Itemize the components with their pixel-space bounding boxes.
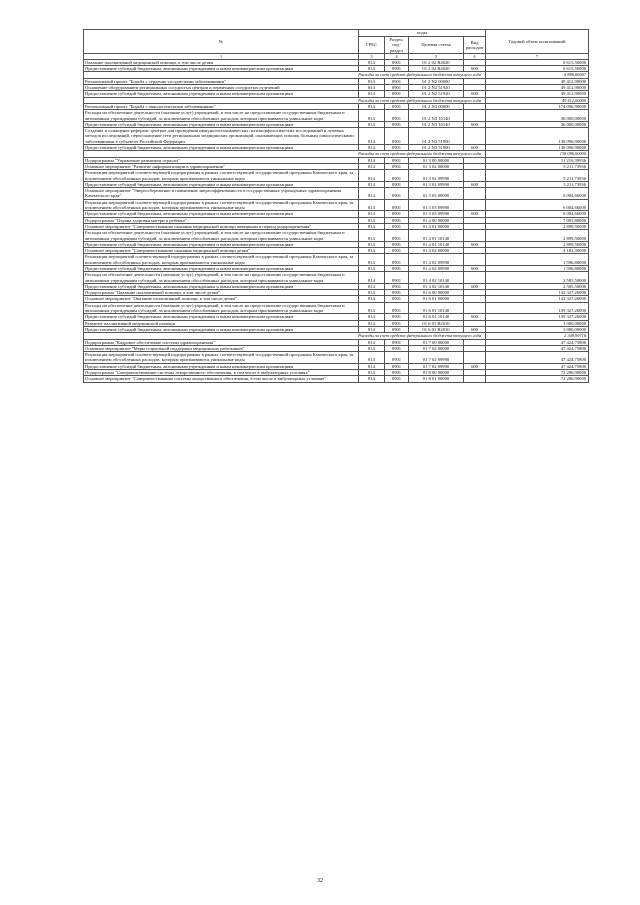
section-code: 0901 [385, 283, 409, 289]
expense-type: 600 [464, 145, 486, 151]
expense-type: 600 [464, 283, 486, 289]
item-name: Предоставление субсидий бюджетным, автономным учреждениям и иным некоммерческим организациям [84, 91, 359, 97]
section-code: 0901 [385, 376, 409, 382]
section-code: 0901 [385, 157, 409, 163]
table-row [84, 302, 589, 314]
item-name: Реализация мероприятий соответствующей подпрограммы в рамках соответствующей государственной программы Камчатского края, за исключением обособленных расходов, которым присваиваются уникальные коды [84, 170, 359, 182]
expense-type: 600 [464, 265, 486, 271]
grbs-code: 814 [359, 85, 385, 91]
header-target: Целевая статья [409, 37, 464, 54]
expense-type: 600 [464, 211, 486, 217]
item-name: Основное мероприятие "Меры социальной поддержки медицинских работников" [84, 345, 359, 351]
grbs-code: 814 [359, 326, 385, 332]
section-code: 0901 [385, 170, 409, 182]
grbs-code: 814 [359, 265, 385, 271]
header-grbs: ГРБС [359, 37, 385, 54]
note-amount: 138 096,00000 [486, 151, 589, 157]
grbs-code: 814 [359, 248, 385, 254]
amount: 2 585,50000 [486, 283, 589, 289]
grbs-code: 814 [359, 91, 385, 97]
target-code: 01 4 00 00000 [409, 217, 464, 223]
section-code: 0901 [385, 363, 409, 369]
grbs-code: 814 [359, 103, 385, 109]
amount: 2 585,50000 [486, 272, 589, 284]
amount: 47 424,75800 [486, 363, 589, 369]
table-row [84, 199, 589, 211]
item-name: Основное мероприятие "Оказание паллиативной помощи, в том числе детям" [84, 296, 359, 302]
amount: 142 327,26000 [486, 290, 589, 296]
section-code: 0901 [385, 370, 409, 376]
section-code: 0901 [385, 352, 409, 364]
target-code: 01 3 02 09990 [409, 181, 464, 187]
table-row [84, 230, 589, 242]
table-row [84, 128, 589, 145]
amount: 5 211,73936 [486, 181, 589, 187]
grbs-code: 814 [359, 254, 385, 266]
section-code: 0901 [385, 85, 409, 91]
grbs-code: 814 [359, 290, 385, 296]
amount: 11 216,39936 [486, 157, 589, 163]
section-code: 0901 [385, 66, 409, 72]
table-row [84, 110, 589, 122]
expense-type: 600 [464, 326, 486, 332]
target-code: 01 3 03 09990 [409, 211, 464, 217]
section-code: 0901 [385, 296, 409, 302]
item-name: Предоставление субсидий бюджетным, автономным учреждениям и иным некоммерческим организациям [84, 314, 359, 320]
section-code: 0901 [385, 78, 409, 84]
header-index: 3 [359, 53, 385, 59]
expense-type: 600 [464, 181, 486, 187]
target-code: 01 2 N2 51920 [409, 91, 464, 97]
expense-type [464, 254, 486, 266]
amount: 6 615,50000 [486, 66, 589, 72]
section-code: 0901 [385, 290, 409, 296]
item-name: Расходы на обеспечение деятельности (оказание услуг) учреждений, в том числе на предоставление государственным бюджетным и автономным учреждениям субсидий, за исключением обособленных расходов, которым присваиваются уникальные коды [84, 302, 359, 314]
item-name: Предоставление субсидий бюджетным, автономным учреждениям и иным некоммерческим организациям [84, 363, 359, 369]
grbs-code: 814 [359, 217, 385, 223]
item-name: Предоставление субсидий бюджетным, автономным учреждениям и иным некоммерческим организациям [84, 326, 359, 332]
target-code: 01 4 01 10140 [409, 230, 464, 242]
amount: 3 000,00000 [486, 320, 589, 326]
table-row [84, 376, 589, 382]
amount: 5 211,73936 [486, 163, 589, 169]
item-name: Развитие паллиативной медицинской помощи [84, 320, 359, 326]
section-code: 0901 [385, 223, 409, 229]
expense-type: 600 [464, 66, 486, 72]
amount: 6 004,66000 [486, 188, 589, 200]
amount: 49 412,90000 [486, 78, 589, 84]
item-name: Оснащение оборудованием региональных сосудистых центров и первичных сосудистых отделений [84, 85, 359, 91]
grbs-code: 814 [359, 302, 385, 314]
grbs-code: 814 [359, 241, 385, 247]
target-code: 01 3 03 00000 [409, 188, 464, 200]
grbs-code: 814 [359, 230, 385, 242]
amount: 47 424,75800 [486, 339, 589, 345]
grbs-code: 814 [359, 223, 385, 229]
page-number: 32 [317, 878, 323, 884]
target-code: 01 2 N2 00000 [409, 78, 464, 84]
expense-type [464, 110, 486, 122]
amount: 2 899,50000 [486, 223, 589, 229]
item-name: Основное мероприятие "Развитие информатизации в здравоохранении" [84, 163, 359, 169]
target-code: 01 4 02 09990 [409, 265, 464, 271]
amount: 72 286,90000 [486, 370, 589, 376]
table-row [84, 188, 589, 200]
target-code: 01 3 03 09990 [409, 199, 464, 211]
amount: 2 899,50000 [486, 241, 589, 247]
grbs-code: 814 [359, 199, 385, 211]
grbs-code: 814 [359, 272, 385, 284]
item-name: Предоставление субсидий бюджетным, автономным учреждениям и иным некоммерческим организациям [84, 211, 359, 217]
item-name: Основное мероприятие "Совершенствование системы лекарственного обеспечения, в том числе в амбулаторных условиях" [84, 376, 359, 382]
amount: 139 327,26000 [486, 314, 589, 320]
item-name: Расходы на обеспечение деятельности (оказание услуг) учреждений, в том числе на предоставление государственным бюджетным и автономным учреждениям субсидий, за исключением обособленных расходов, которым присваиваются уникальные коды [84, 272, 359, 284]
amount: 138 096,90000 [486, 128, 589, 145]
header-index: 7 [486, 53, 589, 59]
item-name: Создание и оснащение референс-центров для проведения иммуногистохимических, патоморфологических исследований и лучевых методов исследований, переоснащение сети региональных медицинских организаций, оказывающих помощь больным онкологическими заболеваниями в субъектах Российской Федерации [84, 128, 359, 145]
target-code: 01 2 N3 51900 [409, 145, 464, 151]
amount: 36 000,00000 [486, 121, 589, 127]
section-code: 0901 [385, 91, 409, 97]
grbs-code: 814 [359, 211, 385, 217]
item-name: Основное мероприятие "Энергосбережение и повышение энергоэффективности в государственных учреждениях здравоохранения Камчатского края" [84, 188, 359, 200]
grbs-code: 814 [359, 376, 385, 382]
item-name: Оказание паллиативной медицинской помощи, в том числе детям [84, 59, 359, 65]
target-code: 01 2 02 R4020 [409, 59, 464, 65]
grbs-code: 814 [359, 110, 385, 122]
amount: 4 182,30000 [486, 248, 589, 254]
amount: 47 424,75800 [486, 352, 589, 364]
grbs-code: 814 [359, 78, 385, 84]
target-code: 01 2 02 R4020 [409, 66, 464, 72]
grbs-code: 814 [359, 296, 385, 302]
target-code: 01 8 00 00000 [409, 370, 464, 376]
amount: 36 000,00000 [486, 110, 589, 122]
item-name: Реализация мероприятий соответствующей подпрограммы в рамках соответствующей государственной программы Камчатского края, за исключением обособленных расходов, которым присваиваются уникальные коды [84, 352, 359, 364]
target-code: 01 2 N3 00000 [409, 103, 464, 109]
grbs-code: 814 [359, 370, 385, 376]
table-body [84, 59, 589, 382]
target-code: 01 2 N2 51920 [409, 85, 464, 91]
target-code: 01 6 01 10140 [409, 314, 464, 320]
item-name: Расходы на обеспечение деятельности (оказание услуг) учреждений, в том числе на предоставление государственным бюджетным и автономным учреждениям субсидий, за исключением обособленных расходов, которым присваиваются уникальные коды [84, 230, 359, 242]
amount: 5 211,73936 [486, 170, 589, 182]
section-code: 0901 [385, 326, 409, 332]
grbs-code: 814 [359, 283, 385, 289]
expense-type: 600 [464, 314, 486, 320]
target-code: 01 2 N3 10140 [409, 121, 464, 127]
item-name: Подпрограмма "Управление развитием отрасли" [84, 157, 359, 163]
target-code: 01 4 02 00000 [409, 248, 464, 254]
section-code: 0901 [385, 211, 409, 217]
item-name: Предоставление субсидий бюджетным, автономным учреждениям и иным некоммерческим организациям [84, 265, 359, 271]
section-code: 0901 [385, 265, 409, 271]
expense-type [464, 199, 486, 211]
amount: 72 286,90000 [486, 376, 589, 382]
amount: 6 004,66000 [486, 199, 589, 211]
note-amount: 5 886,06007 [486, 72, 589, 78]
note-text: Расходы за счет средств федерального бюджета текущего года [84, 97, 486, 103]
item-name: Региональный проект "Борьба с сердечно-сосудистыми заболеваниями" [84, 78, 359, 84]
section-code: 0901 [385, 314, 409, 320]
amount: 174 096,90000 [486, 103, 589, 109]
target-code: 01 6 00 00000 [409, 290, 464, 296]
section-code: 0901 [385, 272, 409, 284]
amount: 6 004,66000 [486, 211, 589, 217]
note-text: Расходы за счет средств федерального бюджета текущего года [84, 333, 486, 339]
item-name: Предоставление субсидий бюджетным, автономным учреждениям и иным некоммерческим организациям [84, 121, 359, 127]
grbs-code: 814 [359, 145, 385, 151]
target-code: 01 2 N3 51900 [409, 128, 464, 145]
target-code: 01 6 01 10140 [409, 302, 464, 314]
expense-type: 600 [464, 121, 486, 127]
grbs-code: 814 [359, 163, 385, 169]
target-code: 01 3 02 09990 [409, 170, 464, 182]
section-code: 0901 [385, 248, 409, 254]
target-code: 01 4 01 10140 [409, 241, 464, 247]
item-name: Расходы на обеспечение деятельности (оказание услуг) учреждений, в том числе на предоставление государственным бюджетным и автономным учреждениям субсидий, за исключением обособленных расходов, которым присваиваются уникальные коды [84, 110, 359, 122]
section-code: 0901 [385, 339, 409, 345]
expense-type [464, 272, 486, 284]
note-text: Расходы за счет средств федерального бюджета текущего года [84, 72, 486, 78]
grbs-code: 814 [359, 121, 385, 127]
table-row [84, 352, 589, 364]
expense-type: 600 [464, 363, 486, 369]
amount: 3 000,00000 [486, 326, 589, 332]
target-code: 01 4 02 10140 [409, 272, 464, 284]
target-code: 01 4 01 00000 [409, 223, 464, 229]
amount: 49 412,90000 [486, 85, 589, 91]
item-name: Подпрограмма "Кадровое обеспечение системы здравоохранения" [84, 339, 359, 345]
amount: 49 412,90000 [486, 91, 589, 97]
header-codes: коды [359, 30, 486, 37]
item-name: Реализация мероприятий соответствующей подпрограммы в рамках соответствующей государственной программы Камчатского края, за исключением обособленных расходов, которым присваиваются уникальные коды [84, 199, 359, 211]
expense-type [464, 128, 486, 145]
header-exp-type: Вид расходов [464, 37, 486, 54]
item-name: Региональный проект "Борьба с онкологическими заболеваниями" [84, 103, 359, 109]
target-code: 01 4 02 09990 [409, 254, 464, 266]
section-code: 0901 [385, 345, 409, 351]
expense-type: 600 [464, 241, 486, 247]
amount: 2 899,50000 [486, 230, 589, 242]
section-code: 0901 [385, 110, 409, 122]
header-index: 4 [385, 53, 409, 59]
expense-type [464, 376, 486, 382]
grbs-code: 814 [359, 363, 385, 369]
note-amount: 2 349,99716 [486, 333, 589, 339]
item-name: Предоставление субсидий бюджетным, автономным учреждениям и иным некоммерческим организациям [84, 66, 359, 72]
grbs-code: 814 [359, 314, 385, 320]
section-code: 0901 [385, 128, 409, 145]
section-code: 0901 [385, 181, 409, 187]
amount: 138 096,90000 [486, 145, 589, 151]
amount: 1 596,80000 [486, 254, 589, 266]
grbs-code: 814 [359, 188, 385, 200]
budget-table [83, 29, 589, 383]
section-code: 0901 [385, 163, 409, 169]
target-code: 01 3 00 00000 [409, 157, 464, 163]
item-name: Предоставление субсидий бюджетным, автономным учреждениям и иным некоммерческим организациям [84, 145, 359, 151]
target-code: 01 7 02 00000 [409, 345, 464, 351]
grbs-code: 814 [359, 345, 385, 351]
target-code: 01 6 01 00000 [409, 296, 464, 302]
grbs-code: 814 [359, 181, 385, 187]
grbs-code: 814 [359, 59, 385, 65]
target-code: 01 6 01 R2010 [409, 320, 464, 326]
section-code: 0901 [385, 217, 409, 223]
item-name: Подпрограмма "Оказание паллиативной помощи, в том числе детям" [84, 290, 359, 296]
amount: 1 596,80000 [486, 265, 589, 271]
note-amount: 49 412,00000 [486, 97, 589, 103]
grbs-code: 814 [359, 128, 385, 145]
grbs-code: 814 [359, 66, 385, 72]
expense-type [464, 230, 486, 242]
grbs-code: 814 [359, 352, 385, 364]
section-code: 0901 [385, 145, 409, 151]
table-row [84, 272, 589, 284]
amount: 47 424,75800 [486, 345, 589, 351]
target-code: 01 7 00 00000 [409, 339, 464, 345]
table-row [84, 170, 589, 182]
target-code: 01 6 01 R2010 [409, 326, 464, 332]
grbs-code: 814 [359, 157, 385, 163]
amount: 142 327,26000 [486, 296, 589, 302]
header-index: 1 [84, 53, 359, 59]
item-name: Предоставление субсидий бюджетным, автономным учреждениям и иным некоммерческим организациям [84, 181, 359, 187]
expense-type [464, 302, 486, 314]
item-name: Основное мероприятие "Совершенствование оказания медицинской помощи детям" [84, 248, 359, 254]
expense-type [464, 170, 486, 182]
header-section: Раздел, под-раздел [385, 37, 409, 54]
expense-type [464, 352, 486, 364]
header-number: № [84, 30, 359, 54]
section-code: 0901 [385, 241, 409, 247]
header-index: 6 [464, 53, 486, 59]
item-name: Предоставление субсидий бюджетным, автономным учреждениям и иным некоммерческим организациям [84, 241, 359, 247]
item-name: Подпрограмма "Охрана здоровья матери и ребенка" [84, 217, 359, 223]
section-code: 0901 [385, 103, 409, 109]
target-code: 01 8 01 00000 [409, 376, 464, 382]
header-index: 5 [409, 53, 464, 59]
target-code: 01 7 02 09990 [409, 363, 464, 369]
budget-table-page [83, 29, 588, 383]
note-text: Расходы за счет средств федерального бюджета текущего года [84, 151, 486, 157]
target-code: 01 2 N3 10140 [409, 110, 464, 122]
table-row [84, 254, 589, 266]
item-name: Предоставление субсидий бюджетным, автономным учреждениям и иным некоммерческим организациям [84, 283, 359, 289]
section-code: 0901 [385, 199, 409, 211]
section-code: 0901 [385, 59, 409, 65]
section-code: 0901 [385, 254, 409, 266]
amount: 139 327,26000 [486, 302, 589, 314]
target-code: 01 7 02 09990 [409, 352, 464, 364]
section-code: 0901 [385, 320, 409, 326]
item-name: Подпрограмма "Совершенствование системы лекарственного обеспечения, в том числе в амбулаторных условиях" [84, 370, 359, 376]
section-code: 0901 [385, 188, 409, 200]
target-code: 01 3 02 00000 [409, 163, 464, 169]
item-name: Реализация мероприятий соответствующей подпрограммы в рамках соответствующей государственной программы Камчатского края, за исключением обособленных расходов, которым присваиваются уникальные коды [84, 254, 359, 266]
item-name: Основное мероприятие "Совершенствование оказания медицинской помощи женщинам в период родоразрешения" [84, 223, 359, 229]
amount: 7 081,80000 [486, 217, 589, 223]
section-code: 0901 [385, 230, 409, 242]
expense-type [464, 188, 486, 200]
target-code: 01 4 02 10140 [409, 283, 464, 289]
grbs-code: 814 [359, 170, 385, 182]
grbs-code: 814 [359, 339, 385, 345]
section-code: 0901 [385, 302, 409, 314]
expense-type: 600 [464, 91, 486, 97]
grbs-code: 814 [359, 320, 385, 326]
header-total: Годовой объем ассигнований [486, 30, 589, 54]
section-code: 0901 [385, 121, 409, 127]
amount: 6 615,50000 [486, 59, 589, 65]
